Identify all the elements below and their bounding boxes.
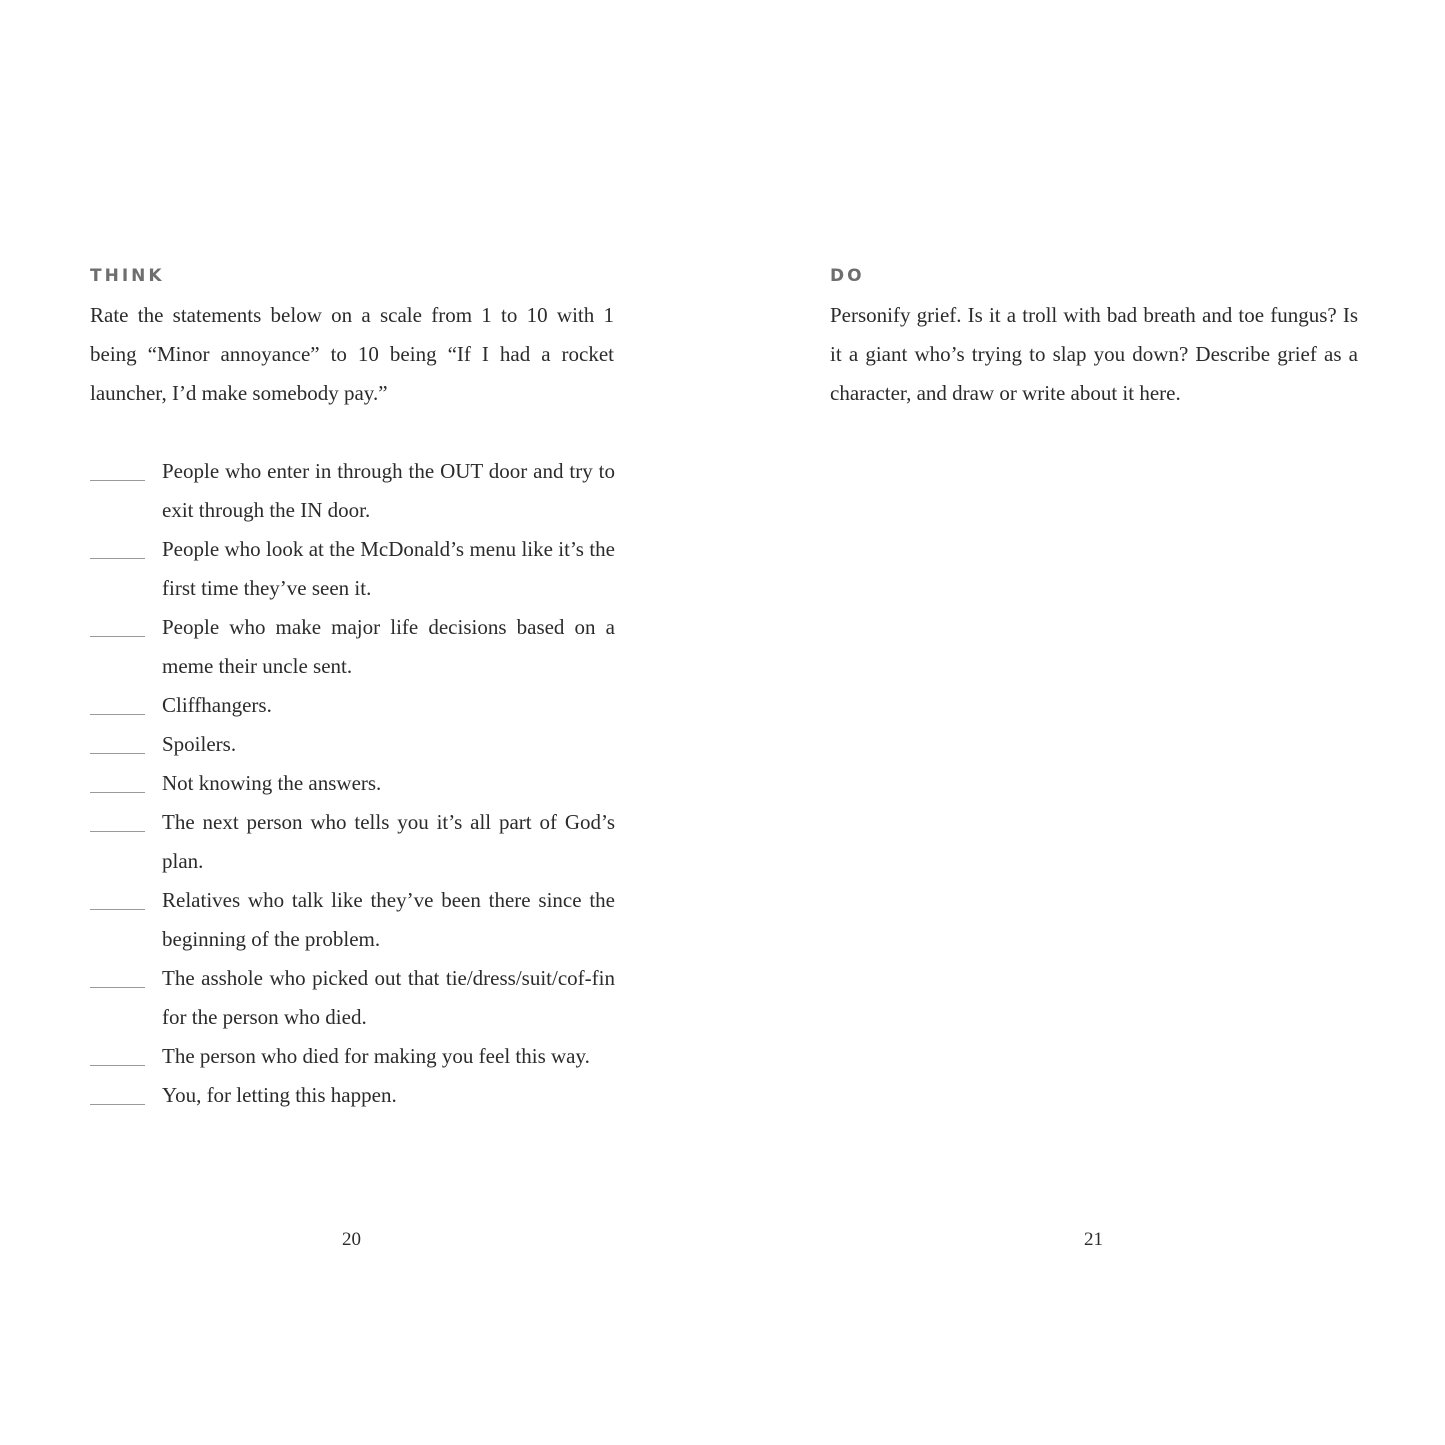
rating-item	[90, 881, 615, 959]
rating-item	[90, 608, 615, 686]
rating-item-text: The person who died for making you feel this way.	[162, 1044, 590, 1068]
rating-item	[90, 803, 615, 881]
rating-blank[interactable]	[90, 987, 145, 988]
rating-item	[90, 1037, 615, 1076]
rating-item	[90, 764, 615, 803]
page-number-left: 20	[342, 1229, 361, 1250]
rating-list	[90, 452, 615, 1115]
rating-item-text: People who look at the McDonald’s menu like it’s the first time they’ve seen it.	[162, 537, 615, 600]
rating-blank[interactable]	[90, 1104, 145, 1105]
page-number-right: 21	[1084, 1229, 1103, 1250]
do-instructions: Personify grief. Is it a troll with bad breath and toe fungus? Is it a giant who’s trying to slap you down? Describe grief as a character, and draw or write about it here.	[830, 303, 1358, 405]
rating-item	[90, 530, 615, 608]
do-heading: DO	[830, 266, 865, 286]
think-instructions: Rate the statements below on a scale from 1 to 10 with 1 being “Minor annoyance” to 10 being “If I had a rocket launcher, I’d make somebody pay.”	[90, 303, 614, 405]
left-page	[90, 0, 615, 1445]
rating-item	[90, 959, 615, 1037]
rating-item	[90, 452, 615, 530]
rating-item	[90, 725, 615, 764]
rating-item-text: Not knowing the answers.	[162, 771, 382, 795]
rating-item-text: Relatives who talk like they’ve been there since the beginning of the problem.	[162, 888, 615, 951]
rating-item-text: People who make major life decisions based on a meme their uncle sent.	[162, 615, 615, 678]
think-heading: THINK	[90, 266, 165, 286]
rating-blank[interactable]	[90, 558, 145, 559]
rating-blank[interactable]	[90, 792, 145, 793]
rating-blank[interactable]	[90, 909, 145, 910]
rating-item	[90, 1076, 615, 1115]
rating-blank[interactable]	[90, 714, 145, 715]
rating-item-text: People who enter in through the OUT door and try to exit through the IN door.	[162, 459, 615, 522]
rating-blank[interactable]	[90, 753, 145, 754]
rating-blank[interactable]	[90, 636, 145, 637]
rating-item-text: The asshole who picked out that tie/dress/suit/cof-fin for the person who died.	[162, 966, 615, 1029]
rating-blank[interactable]	[90, 1065, 145, 1066]
rating-blank[interactable]	[90, 831, 145, 832]
rating-blank[interactable]	[90, 480, 145, 481]
rating-item-text: You, for letting this happen.	[162, 1083, 397, 1107]
rating-item-text: Cliffhangers.	[162, 693, 272, 717]
rating-item-text: Spoilers.	[162, 732, 237, 756]
rating-item	[90, 686, 615, 725]
right-page	[830, 0, 1360, 1445]
rating-item-text: The next person who tells you it’s all part of God’s plan.	[162, 810, 615, 873]
